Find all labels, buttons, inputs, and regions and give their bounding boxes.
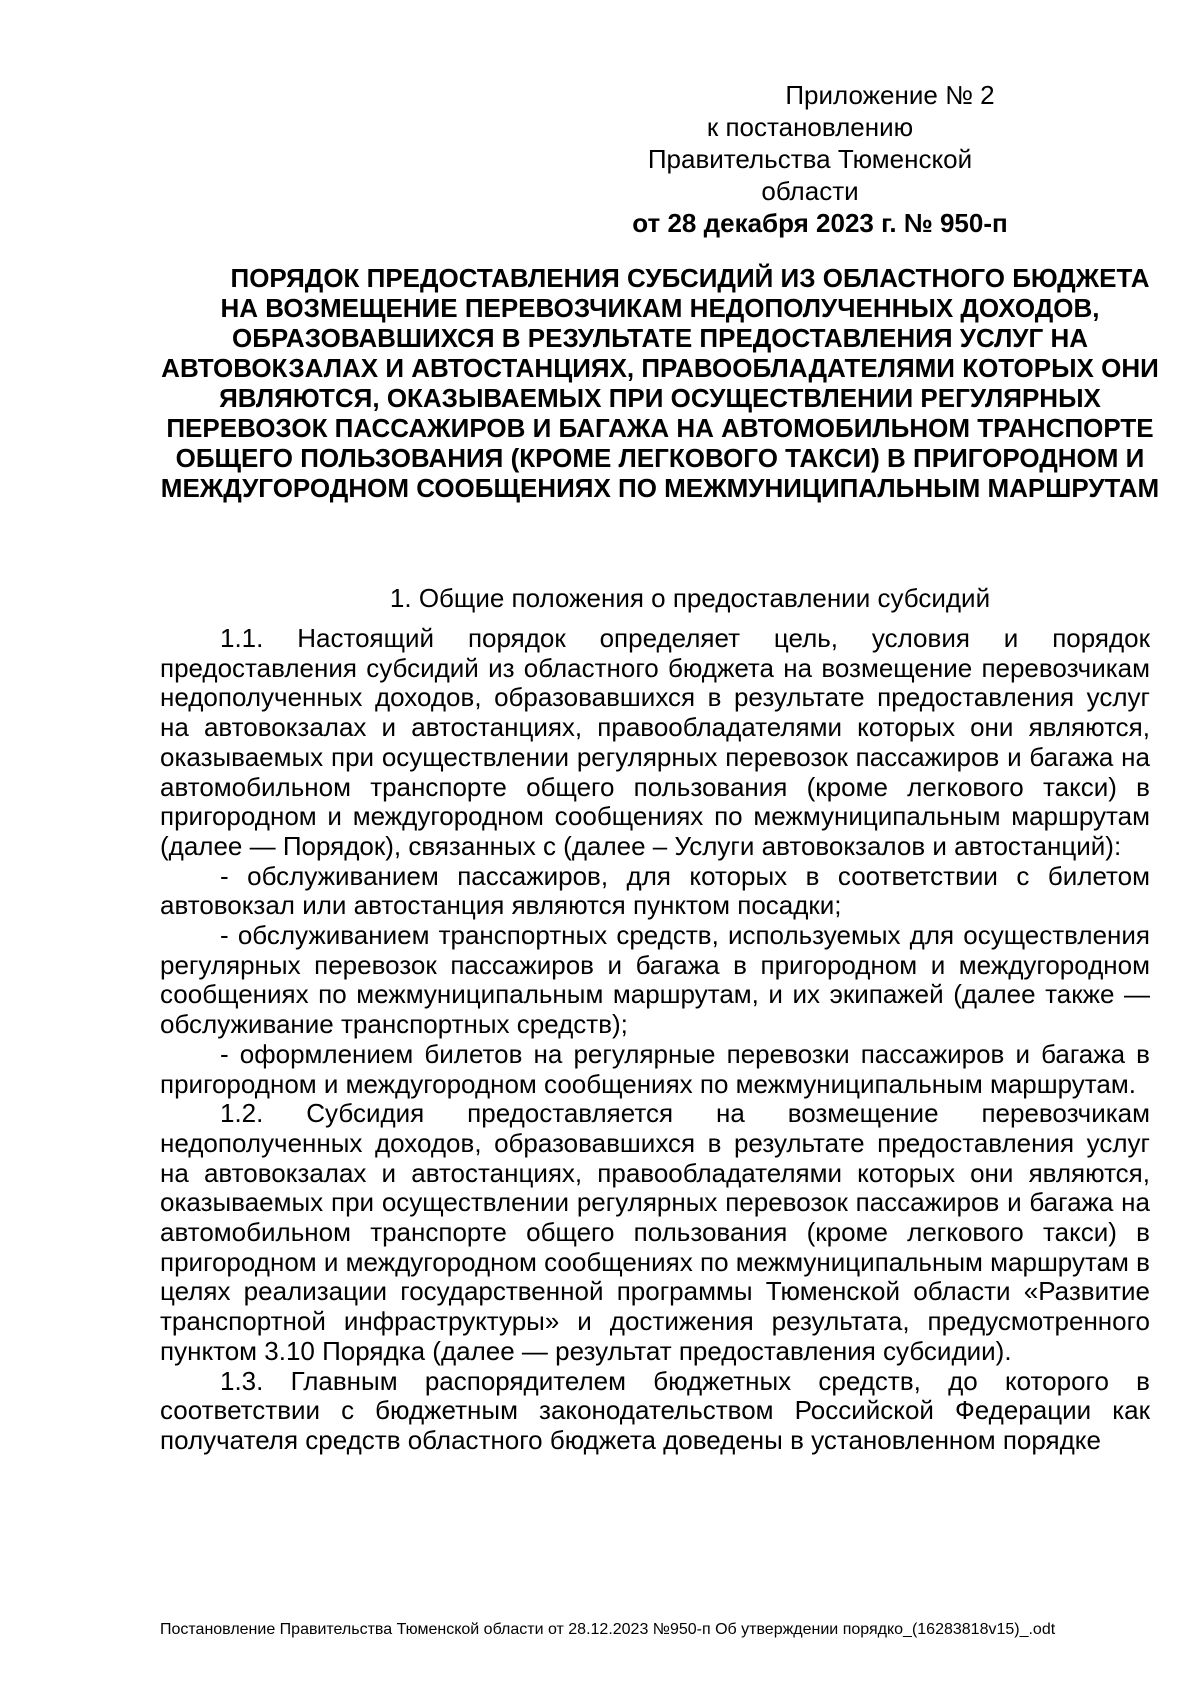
document-title: ПОРЯДОК ПРЕДОСТАВЛЕНИЯ СУБСИДИЙ ИЗ ОБЛАСТНОГО БЮДЖЕТА НА ВОЗМЕЩЕНИЕ ПЕРЕВОЗЧИКАМ НЕДОПОЛУЧЕННЫХ ДОХОДОВ, ОБРАЗОВАВШИХСЯ В РЕЗУЛЬТАТЕ ПРЕДОСТАВЛЕНИЯ УСЛУГ НА АВТОВОКЗАЛАХ И АВТОСТАНЦИЯХ, ПРАВООБЛАДАТЕЛЯМИ КОТОРЫХ ОНИ ЯВЛЯЮТСЯ, ОКАЗЫВАЕМЫХ ПРИ ОСУЩЕСТВЛЕНИИ РЕГУЛЯРНЫХ ПЕРЕВОЗОК ПАССАЖИРОВ И БАГАЖА НА АВТОМОБИЛЬНОМ ТРАНСПОРТЕ ОБЩЕГО ПОЛЬЗОВАНИЯ (КРОМЕ ЛЕГКОВОГО ТАКСИ) В ПРИГОРОДНОМ И МЕЖДУГОРОДНОМ СООБЩЕНИЯХ ПО МЕЖМУНИЦИПАЛЬНЫМ МАРШРУТАМ (160, 263, 1160, 503)
list-item-vehicles: - обслуживанием транспортных средств, используемых для осуществления регулярных перевозок пассажиров и багажа в пригородном и междугородном сообщениях по межмуниципальным маршрутам, и их экипажей (далее также — обслуживание транспортных средств); (160, 920, 1150, 1040)
appendix-title: Приложение № 2 (785, 80, 995, 110)
paragraph-1-1: 1.1. Настоящий порядок определяет цель, условия и порядок предоставления субсидий из областного бюджета на возмещение перевозчикам недополученных доходов, образовавшихся в результате предоставления услуг на автовокзалах и автостанциях, правообладателями которых они являются, оказываемых при осуществлении регулярных перевозок пассажиров и багажа на автомобильном транспорте общего пользования (кроме легкового такси) в пригородном и междугородном сообщениях по межмуниципальным маршрутам (далее — Порядок), связанных с (далее – Услуги автовокзалов и автостанций): (160, 623, 1150, 861)
page-footer: Постановление Правительства Тюменской области от 28.12.2023 №950-п Об утверждении порядко_(16283818v15)_.odt (160, 1621, 1056, 1638)
paragraph-1-3: 1.3. Главным распорядителем бюджетных средств, до которого в соответствии с бюджетным законодательством Российской Федерации как получателя средств областного бюджета доведены в установленном порядке (160, 1365, 1150, 1455)
paragraph-1-2: 1.2. Субсидия предоставляется на возмещение перевозчикам недополученных доходов, образовавшихся в результате предоставления услуг на автовокзалах и автостанциях, правообладателями которых они являются, оказываемых при осуществлении регулярных перевозок пассажиров и багажа на автомобильном транспорте общего пользования (кроме легкового такси) в пригородном и междугородном сообщениях по межмуниципальным маршрутам в целях реализации государственной программы Тюменской области «Развитие транспортной инфраструктуры» и достижения результата, предусмотренного пунктом 3.10 Порядка (далее — результат предоставления субсидии). (160, 1098, 1150, 1366)
document-body (160, 624, 1150, 1456)
appendix-header (632, 79, 1140, 239)
appendix-reference: к постановлению Правительства Тюменской области (647, 112, 973, 206)
section-heading: 1. Общие положения о предоставлении субсидий (389, 583, 991, 613)
list-item-passengers: - обслуживанием пассажиров, для которых в соответствии с билетом автовокзал или автостанция являются пунктом посадки; (160, 860, 1150, 921)
appendix-date-number: от 28 декабря 2023 г. № 950-п (632, 208, 1008, 238)
list-item-tickets: - оформлением билетов на регулярные перевозки пассажиров и багажа в пригородном и междугородном сообщениях по межмуниципальным маршрутам. (160, 1038, 1150, 1099)
